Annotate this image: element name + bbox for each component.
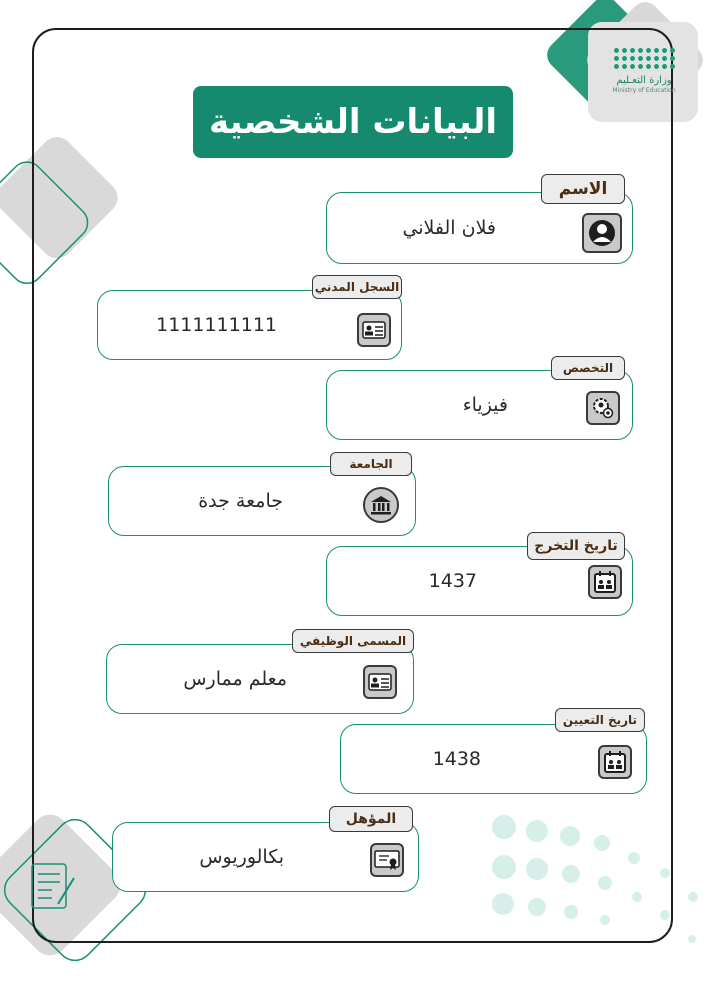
clipboard-icon	[22, 858, 82, 918]
field-label-graduation-date: تاريخ التخرج	[527, 532, 625, 560]
field-card-civil-id	[97, 290, 402, 360]
page-title: البيانات الشخصية	[193, 86, 513, 158]
field-value: بكالوريوس	[199, 846, 284, 868]
field-label-civil-id: السجل المدني	[312, 275, 402, 299]
field-card-appointment-date	[340, 724, 647, 794]
field-value: فلان الفلاني	[402, 217, 496, 239]
field-value: معلم ممارس	[183, 668, 287, 690]
calendar-icon	[588, 565, 622, 599]
field-label-appointment-date: تاريخ التعيين	[555, 708, 645, 732]
calendar-icon	[598, 745, 632, 779]
field-value: جامعة جدة	[198, 490, 283, 512]
id-card-icon	[357, 313, 391, 347]
university-icon	[363, 487, 399, 523]
field-value: فيزياء	[462, 394, 508, 416]
field-card-specialty	[326, 370, 633, 440]
field-label-qualification: المؤهل	[329, 806, 413, 832]
field-label-university: الجامعة	[330, 452, 412, 476]
logo-mark-icon	[584, 48, 704, 69]
field-card-job-title	[106, 644, 414, 714]
field-value: 1438	[432, 748, 481, 770]
field-card-university	[108, 466, 416, 536]
logo-english-text: Ministry of Education	[612, 87, 676, 94]
field-value: 1111111111	[156, 314, 277, 336]
id-card-icon	[363, 665, 397, 699]
field-label-job-title: المسمى الوظيفي	[292, 629, 414, 653]
person-icon	[582, 213, 622, 253]
logo-arabic-text: وزارة التعـليم	[616, 75, 672, 86]
ministry-logo	[584, 36, 704, 116]
field-card-qualification	[112, 822, 419, 892]
field-value: 1437	[428, 570, 477, 592]
specialty-gear-icon	[586, 391, 620, 425]
certificate-icon	[370, 843, 404, 877]
field-label-specialty: التخصص	[551, 356, 625, 380]
field-label-name: الاسم	[541, 174, 625, 204]
